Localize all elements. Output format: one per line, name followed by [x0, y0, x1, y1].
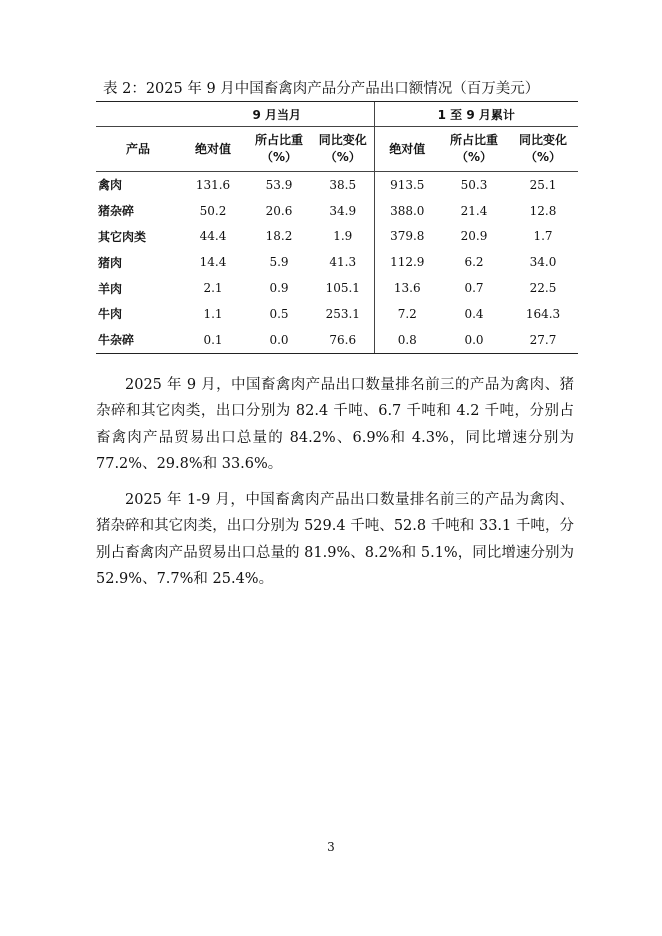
col-header-share-line2: （%） — [455, 150, 493, 164]
col-header-share-line1: 所占比重 — [254, 133, 303, 147]
group-header-month: 9 月当月 — [180, 102, 374, 127]
col-header-cum-share — [440, 127, 508, 172]
col-header-share-line2: （%） — [260, 150, 298, 164]
table-caption: 表 2：2025 年 9 月中国畜禽肉产品分产品出口额情况（百万美元） — [103, 81, 540, 97]
col-header-month-abs: 绝对值 — [180, 127, 246, 172]
cell-month-share: 18.2 — [265, 229, 293, 244]
col-header-yoy-line2: （%） — [324, 150, 361, 164]
cell-month-share: 0.0 — [246, 327, 312, 353]
col-header-month-yoy — [312, 127, 374, 172]
cell-month-share: 0.9 — [269, 281, 289, 296]
col-header-yoy-line2: （%） — [524, 150, 562, 164]
cell-cum-abs: 112.9 — [374, 249, 440, 275]
paragraph-september: 2025 年 9 月，中国畜禽肉产品出口数量排名前三的产品为禽肉、猪杂碎和其它肉类，出口分别为 82.4 千吨、6.7 千吨和 4.2 千吨，分别占畜禽肉产品贸易出口总量的 84.2%、6.9%和 4.3%，同比增速分别为 77.2%、29.8%和 33.6%。 — [96, 376, 574, 472]
table-row — [96, 301, 578, 327]
table-row — [96, 198, 578, 224]
cell-month-yoy: 41.3 — [329, 255, 357, 270]
cell-month-yoy: 34.9 — [329, 203, 357, 218]
cell-product: 禽肉 — [98, 178, 123, 193]
cell-month-abs: 44.4 — [199, 229, 227, 244]
paragraph-jan-sep: 2025 年 1-9 月，中国畜禽肉产品出口数量排名前三的产品为禽肉、猪杂碎和其它肉类，出口分别为 529.4 千吨、52.8 千吨和 33.1 千吨，分别占畜禽肉产品贸易出口总量的 81.9%、8.2%和 5.1%，同比增速分别为 52.9%、7.7%和 25.4%。 — [96, 491, 574, 587]
table-row — [96, 172, 578, 198]
cell-cum-share: 20.9 — [460, 229, 488, 244]
cell-product: 牛肉 — [98, 307, 123, 322]
group-header-blank — [96, 102, 180, 127]
table-row — [96, 275, 578, 301]
cell-cum-yoy: 27.7 — [508, 327, 578, 353]
col-header-yoy-line1: 同比变化 — [318, 133, 367, 147]
col-header-yoy-line1: 同比变化 — [518, 133, 567, 147]
cell-cum-share: 50.3 — [460, 177, 488, 192]
cell-cum-abs: 7.2 — [374, 301, 440, 327]
cell-product: 牛杂碎 — [96, 327, 180, 353]
cell-cum-yoy: 164.3 — [525, 306, 561, 321]
cell-month-abs: 50.2 — [199, 203, 227, 218]
cell-month-yoy: 38.5 — [329, 177, 357, 192]
cell-month-share: 53.9 — [265, 177, 293, 192]
cell-cum-share: 21.4 — [460, 203, 488, 218]
cell-month-share: 5.9 — [269, 255, 289, 270]
cell-cum-share: 0.7 — [464, 281, 484, 296]
cell-cum-abs: 13.6 — [374, 275, 440, 301]
cell-product: 羊肉 — [98, 281, 123, 296]
table-row — [96, 224, 578, 250]
col-header-month-share — [246, 127, 312, 172]
cell-month-yoy: 105.1 — [325, 281, 360, 296]
cell-product: 猪杂碎 — [98, 204, 135, 219]
cell-product: 其它肉类 — [98, 229, 147, 244]
cell-cum-abs: 379.8 — [374, 224, 440, 250]
col-header-cum-yoy — [508, 127, 578, 172]
cell-month-abs: 1.1 — [203, 306, 223, 321]
cell-cum-share: 0.0 — [440, 327, 508, 353]
table-row — [96, 249, 578, 275]
cell-product: 猪肉 — [98, 255, 123, 270]
cell-cum-yoy: 22.5 — [529, 281, 557, 296]
cell-month-abs: 131.6 — [195, 177, 231, 192]
cell-month-abs: 14.4 — [199, 255, 227, 270]
col-header-cum-abs: 绝对值 — [374, 127, 440, 172]
cell-month-abs: 2.1 — [203, 281, 223, 296]
export-value-table — [96, 101, 578, 354]
cell-cum-share: 6.2 — [464, 255, 484, 270]
group-header-row — [96, 102, 578, 127]
group-header-cumulative: 1 至 9 月累计 — [374, 102, 578, 127]
cell-cum-yoy: 25.1 — [529, 177, 557, 192]
cell-month-yoy: 76.6 — [312, 327, 374, 353]
cell-month-abs: 0.1 — [180, 327, 246, 353]
cell-cum-abs: 388.0 — [374, 198, 440, 224]
page-number: 3 — [327, 840, 335, 854]
cell-cum-abs: 0.8 — [374, 327, 440, 353]
cell-cum-yoy: 1.7 — [533, 229, 553, 244]
cell-month-yoy: 253.1 — [325, 306, 360, 321]
cell-month-share: 20.6 — [265, 203, 293, 218]
cell-month-yoy: 1.9 — [333, 229, 353, 244]
cell-month-share: 0.5 — [269, 306, 289, 321]
col-header-share-line1: 所占比重 — [449, 133, 498, 147]
cell-cum-yoy: 34.0 — [529, 255, 557, 270]
cell-cum-abs: 913.5 — [374, 172, 440, 198]
column-header-row — [96, 127, 578, 172]
col-header-product: 产品 — [96, 127, 180, 172]
cell-cum-yoy: 12.8 — [529, 203, 557, 218]
cell-cum-share: 0.4 — [464, 306, 484, 321]
table-row — [96, 327, 578, 353]
